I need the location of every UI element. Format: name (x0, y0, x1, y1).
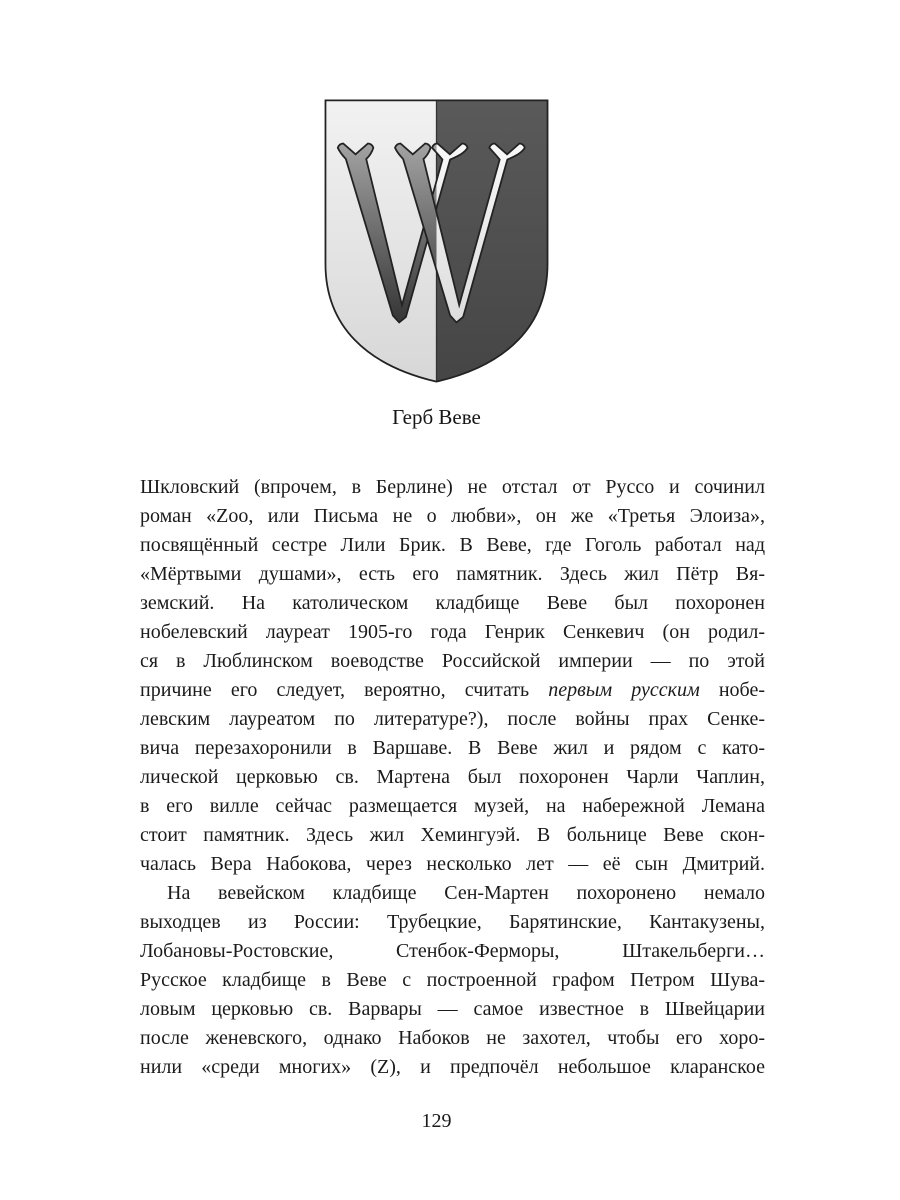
text-segment: «Мёртвыми душами», есть его памятник. Здесь жил Пётр Вя- (140, 563, 765, 586)
text-line (140, 705, 765, 734)
text-line (140, 502, 765, 531)
text-segment: посвящённый сестре Лили Брик. В Веве, где Гоголь работал над (140, 534, 765, 557)
text-segment: выходцев из России: Трубецкие, Барятинские, Кантакузены, (140, 911, 765, 934)
text-segment: нобе- (699, 679, 766, 702)
vevey-coat-of-arms-image (323, 97, 550, 385)
text-line (140, 676, 765, 705)
text-line (140, 1024, 765, 1053)
text-line (140, 734, 765, 763)
coat-of-arms-figure (323, 97, 550, 429)
shield-right-field (437, 98, 551, 384)
body-text (140, 473, 765, 1082)
text-segment: роман «Zoo, или Письма не о любви», он же «Третья Элоиза», (140, 505, 765, 528)
text-line (140, 1053, 765, 1082)
text-segment: нобелевский лауреат 1905-го года Генрик Сенкевич (он родил- (140, 621, 765, 644)
text-segment: На вевейском кладбище Сен-Мартен похоронено немало (167, 882, 765, 905)
text-line (140, 763, 765, 792)
text-segment: вича перезахоронили в Варшаве. В Веве жил и рядом с като- (140, 737, 765, 760)
text-line (140, 618, 765, 647)
text-segment: в его вилле сейчас размещается музей, на набережной Лемана (140, 795, 765, 818)
text-line (140, 966, 765, 995)
text-segment: земский. На католическом кладбище Веве был похоронен (140, 592, 765, 615)
emphasized-text: первым русским (548, 679, 700, 702)
text-segment: чалась Вера Набокова, через несколько лет — её сын Дмитрий. (140, 853, 765, 876)
text-line (140, 473, 765, 502)
text-segment: Лобановы-Ростовские, Стенбок-Ферморы, Штакельберги… (140, 940, 765, 963)
text-segment: стоит памятник. Здесь жил Хемингуэй. В больнице Веве скон- (140, 824, 765, 847)
page-content (140, 0, 765, 1082)
text-line (140, 531, 765, 560)
text-line (140, 908, 765, 937)
page-number: 129 (421, 1110, 452, 1132)
text-line (140, 995, 765, 1024)
text-segment: Шкловский (впрочем, в Берлине) не отстал от Руссо и сочинил (140, 476, 765, 499)
text-line (140, 850, 765, 879)
text-segment: причине его следует, вероятно, считать (140, 679, 549, 702)
text-line (140, 792, 765, 821)
text-line (140, 821, 765, 850)
text-segment: Русское кладбище в Веве с построенной графом Петром Шува- (140, 969, 765, 992)
text-line (140, 879, 765, 908)
text-segment: после женевского, однако Набоков не захотел, чтобы его хоро- (140, 1027, 765, 1050)
text-line (140, 647, 765, 676)
text-segment: ловым церковью св. Варвары — самое известное в Швейцарии (140, 998, 765, 1021)
text-segment: лической церковью св. Мартена был похоронен Чарли Чаплин, (140, 766, 765, 789)
text-segment: ся в Люблинском воеводстве Российской империи — по этой (140, 650, 765, 673)
text-line (140, 589, 765, 618)
text-line (140, 560, 765, 589)
text-segment: нили «среди многих» (Z), и предпочёл небольшое кларанское (140, 1056, 765, 1079)
figure-caption: Герб Веве (392, 405, 481, 429)
text-segment: левским лауреатом по литературе?), после войны прах Сенке- (140, 708, 765, 731)
text-line (140, 937, 765, 966)
